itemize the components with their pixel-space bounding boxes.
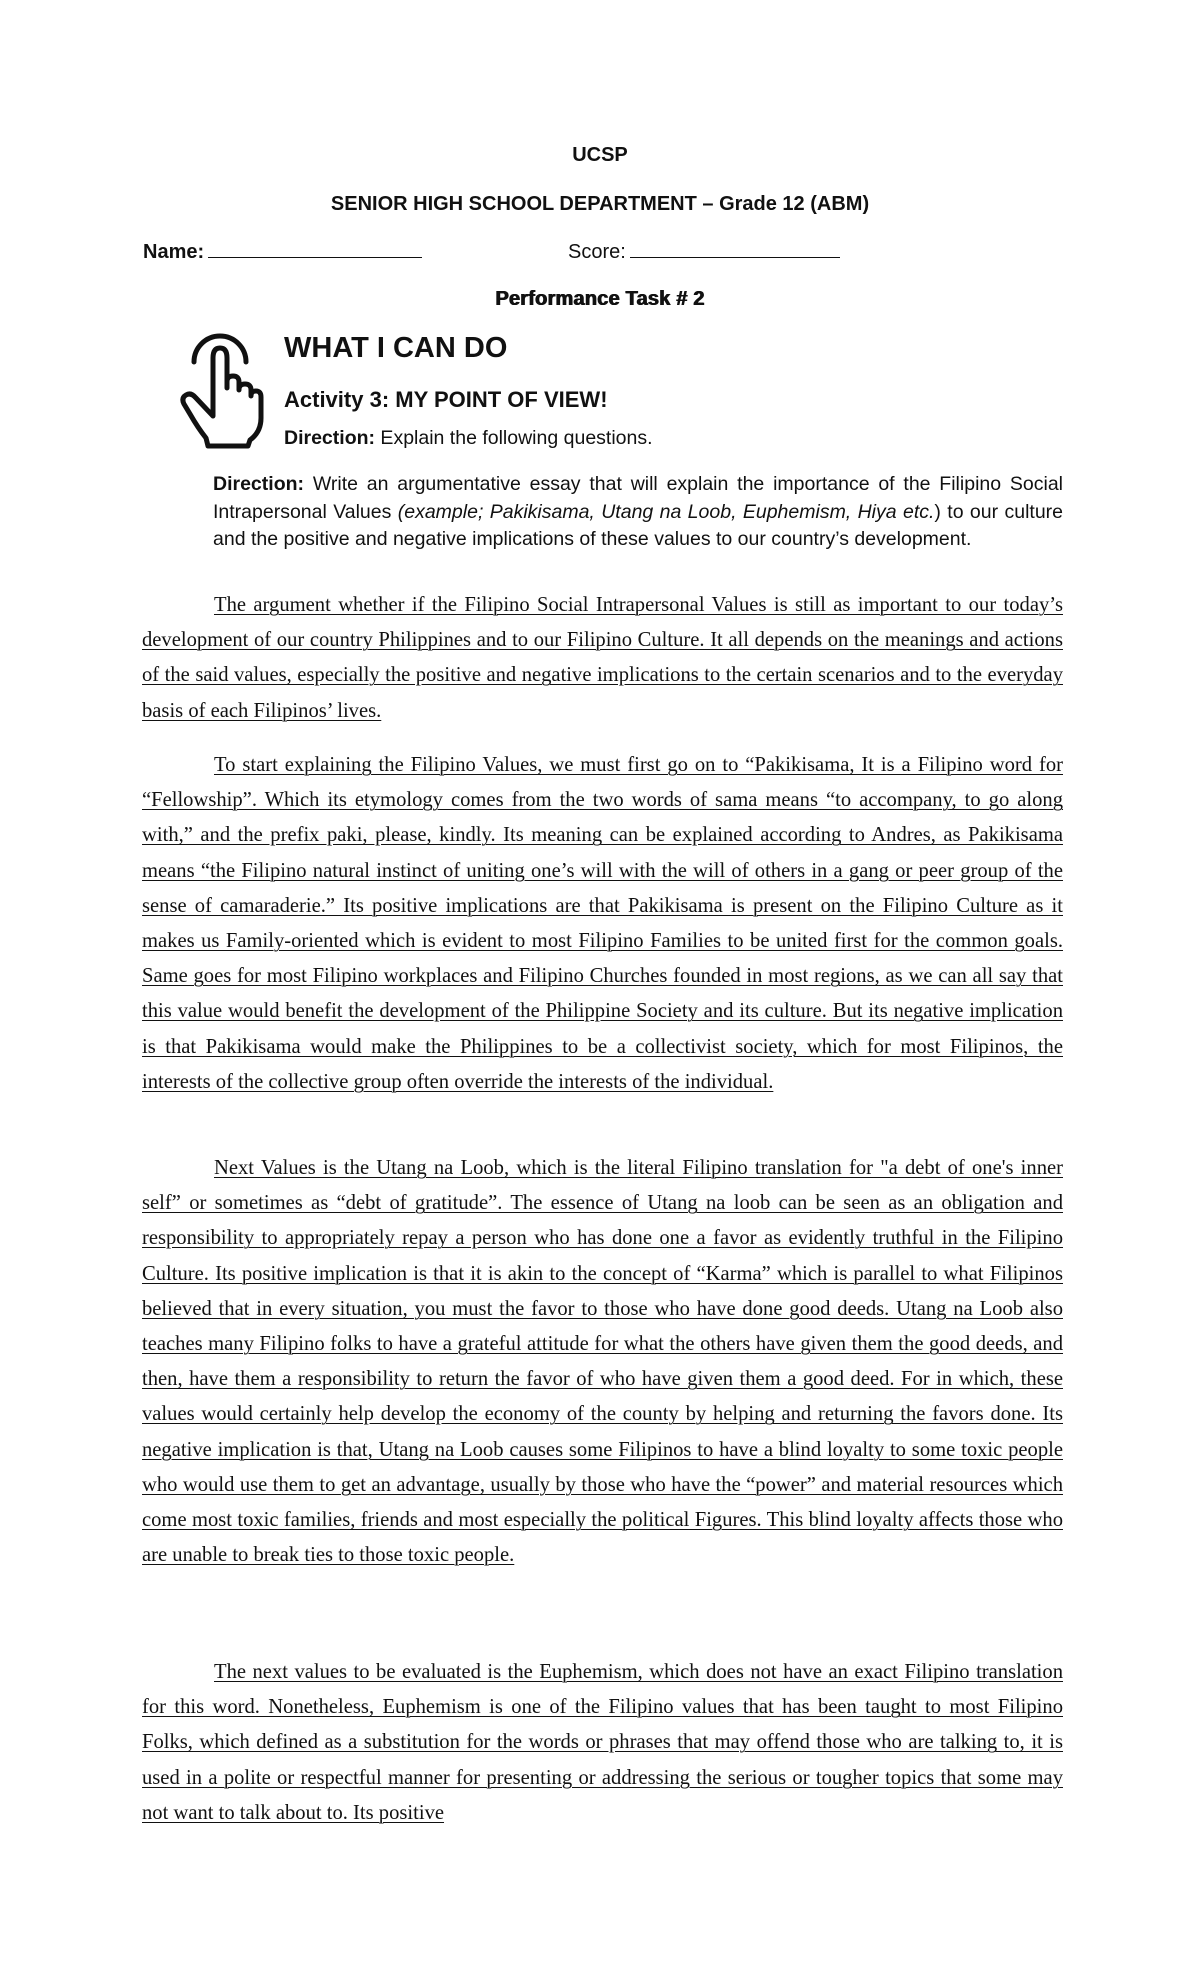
- section-title: WHAT I CAN DO: [284, 332, 508, 364]
- essay-paragraph-2: To start explaining the Filipino Values, we must first go on to “Pakikisama, It is a Filipino word for “Fellowship”. Which its etymology comes from the two words of sama means “to accompany, to go along with,” and the prefix paki, please, kindly. Its meaning can be explained according to Andres, as Pakikisama means “the Filipino natural instinct of uniting one’s will with the will of others in a gang or peer group of the sense of camaraderie.” Its positive implications are that Pakikisama is present on the Filipino Culture as it makes us Family-oriented which is evident to most Filipino Families to be united first for the common goals. Same goes for most Filipino workplaces and Filipino Churches founded in most regions, as we can all say that this value would benefit the development of the Philippine Society and its culture. But its negative implication is that Pakikisama would make the Philippines to be a collectivist society, which for most Filipinos, the interests of the collective group often override the interests of the individual.: [142, 754, 1063, 1093]
- direction-2-label: Direction:: [213, 473, 305, 495]
- score-label: Score:: [568, 241, 626, 263]
- direction-text: Explain the following questions.: [375, 427, 653, 449]
- direction-label: Direction:: [284, 427, 376, 449]
- name-blank-line: [208, 239, 422, 258]
- direction-essay-prompt: [213, 471, 1063, 554]
- name-field: [143, 239, 422, 264]
- performance-task-title: Performance Task # 2: [495, 288, 705, 310]
- direction-2-text-a: Write an argumentative essay that will explain the importance of the Filipino Social Intrapersonal Values: [213, 473, 1063, 523]
- score-blank-line: [630, 239, 840, 258]
- score-field: [568, 239, 840, 264]
- direction-short: [284, 427, 653, 450]
- pointing-hand-icon: [180, 332, 264, 450]
- school-name: UCSP: [572, 144, 628, 166]
- essay-paragraph-1: The argument whether if the Filipino Social Intrapersonal Values is still as important to our today’s development of our country Philippines and to our Filipino Culture. It all depends on the meanings and actions of the said values, especially the positive and negative implications to the certain scenarios and to the everyday basis of each Filipinos’ lives.: [142, 594, 1063, 722]
- direction-2-text-b: ) to our culture and the positive and negative implications of these values to our country’s development.: [213, 500, 1063, 550]
- department-line: SENIOR HIGH SCHOOL DEPARTMENT – Grade 12 (ABM): [330, 193, 870, 215]
- essay-paragraph-4: The next values to be evaluated is the Euphemism, which does not have an exact Filipino translation for this word. Nonetheless, Euphemism is one of the Filipino values that has been taught to most Filipino Folks, which defined as a substitution for the words or phrases that may offend those who are talking to, it is used in a polite or respectful manner for presenting or addressing the serious or tougher topics that some may not want to talk about to. Its positive: [142, 1661, 1063, 1824]
- name-label: Name:: [143, 241, 205, 263]
- essay-paragraph-3: Next Values is the Utang na Loob, which is the literal Filipino translation for "a debt of one's inner self” or sometimes as “debt of gratitude”. The essence of Utang na loob can be seen as an obligation and responsibility to appropriately repay a person who has done one a favor as evidently truthful in the Filipino Culture. Its positive implication is that it is akin to the concept of “Karma” which is parallel to what Filipinos believed that in every situation, you must the favor to those who have done good deeds. Utang na Loob also teaches many Filipino folks to have a grateful attitude for what the others have given them the good deeds, and then, have them a responsibility to return the favor of who have given them a good deed. For in which, these values would certainly help develop the economy of the county by helping and returning the favors done. Its negative implication is that, Utang na Loob causes some Filipinos to have a blind loyalty to some toxic people who would use them to get an advantage, usually by those who have the “power” and material resources which come most toxic families, friends and most especially the political Figures. This blind loyalty affects those who are unable to break ties to those toxic people.: [142, 1157, 1063, 1567]
- direction-2-examples: (example; Pakikisama, Utang na Loob, Euphemism, Hiya etc.: [397, 500, 935, 523]
- activity-title: Activity 3: MY POINT OF VIEW!: [284, 387, 608, 412]
